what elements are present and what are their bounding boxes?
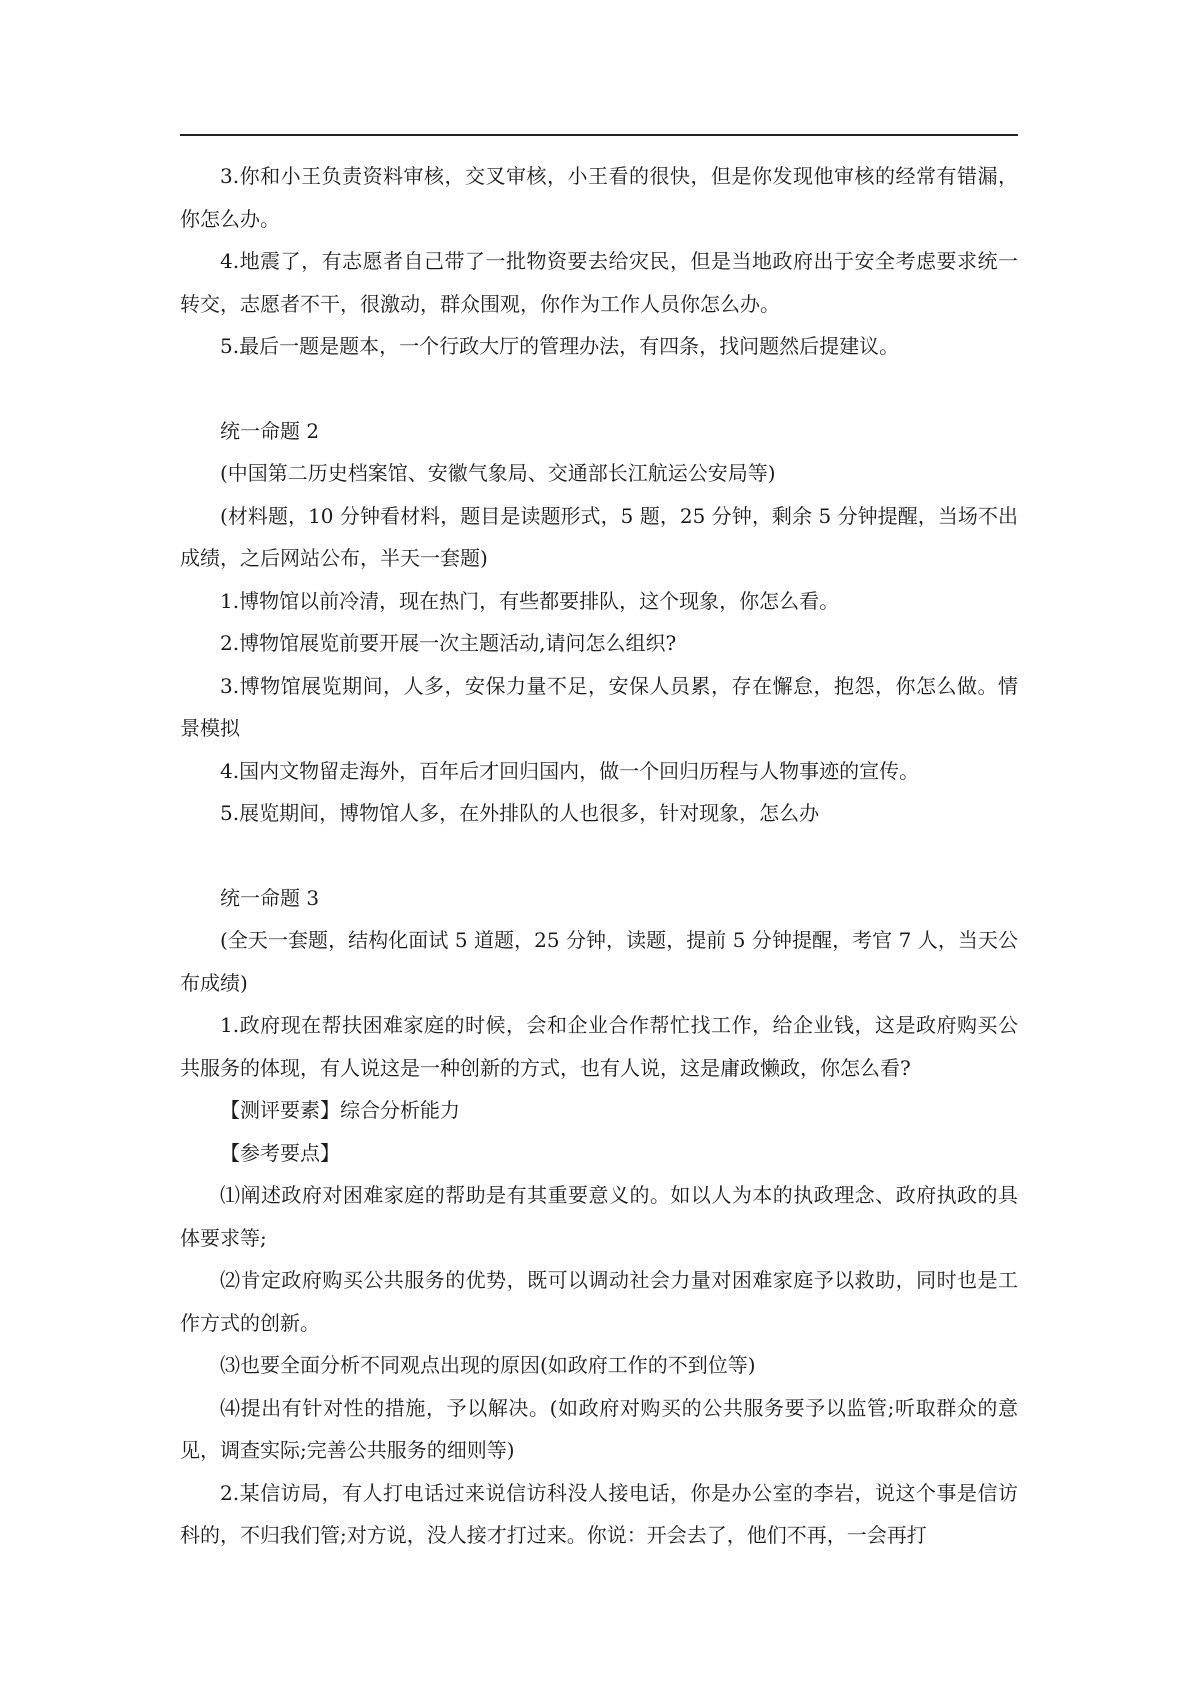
question-1: 1.博物馆以前冷清，现在热门，有些都要排队，这个现象，你怎么看。 <box>220 588 840 613</box>
question-2: 2.某信访局，有人打电话过来说信访科没人接电话，你是办公室的李岩，说这个事是信访科的，不归我们管;对方说，没人接才打过来。你说：开会去了，他们不再，一会再打 <box>180 1480 1018 1547</box>
reference-point-3: ⑶也要全面分析不同观点出现的原因(如政府工作的不到位等) <box>220 1353 756 1377</box>
header-rule <box>180 134 1018 136</box>
question-5: 5.最后一题是题本，一个行政大厅的管理办法，有四条，找问题然后提建议。 <box>220 334 900 358</box>
question-3: 3.博物馆展览期间，人多，安保力量不足，安保人员累，存在懈怠，抱怨，你怎么做。情景模拟 <box>180 673 1018 740</box>
reference-label: 【参考要点】 <box>220 1140 340 1165</box>
question-2: 2.博物馆展览前要开展一次主题活动,请问怎么组织? <box>220 631 677 655</box>
question-3: 3.你和小王负责资料审核，交叉审核，小王看的很快，但是你发现他审核的经常有错漏，你怎么办。 <box>180 164 1018 231</box>
section-format: (材料题，10 分钟看材料，题目是读题形式，5 题，25 分钟，剩余 5 分钟提醒，当场不出成绩，之后网站公布，半天一套题) <box>180 503 1018 570</box>
section-gap <box>180 835 1018 877</box>
reference-point-1: ⑴阐述政府对困难家庭的帮助是有其重要意义的。如以人为本的执政理念、政府执政的具体要求等; <box>180 1183 1018 1250</box>
section-gap <box>180 368 1018 410</box>
reference-point-2: ⑵肯定政府购买公共服务的优势，既可以调动社会力量对困难家庭予以救助，同时也是工作方式的创新。 <box>180 1268 1018 1335</box>
section-units: (中国第二历史档案馆、安徽气象局、交通部长江航运公安局等) <box>220 461 776 485</box>
document-body <box>180 155 1018 1557</box>
question-4: 4.地震了，有志愿者自己带了一批物资要去给灾民，但是当地政府出于安全考虑要求统一转交，志愿者不干，很激动，群众围观，你作为工作人员你怎么办。 <box>180 249 1018 316</box>
question-5: 5.展览期间，博物馆人多，在外排队的人也很多，针对现象，怎么办 <box>220 801 820 825</box>
evaluation-label: 【测评要素】综合分析能力 <box>220 1098 460 1122</box>
question-4: 4.国内文物留走海外，百年后才回归国内，做一个回归历程与人物事迹的宣传。 <box>220 758 920 783</box>
reference-point-4: ⑷提出有针对性的措施，予以解决。(如政府对购买的公共服务要予以监管;听取群众的意见，调查实际;完善公共服务的细则等) <box>180 1395 1018 1462</box>
section-title: 统一命题 3 <box>220 885 320 910</box>
section-title: 统一命题 2 <box>220 418 320 443</box>
question-1: 1.政府现在帮扶困难家庭的时候，会和企业合作帮忙找工作，给企业钱，这是政府购买公共服务的体现，有人说这是一种创新的方式，也有人说，这是庸政懒政，你怎么看? <box>180 1013 1018 1080</box>
section-format: (全天一套题，结构化面试 5 道题，25 分钟，读题，提前 5 分钟提醒，考官 7 人，当天公布成绩) <box>180 928 1018 995</box>
